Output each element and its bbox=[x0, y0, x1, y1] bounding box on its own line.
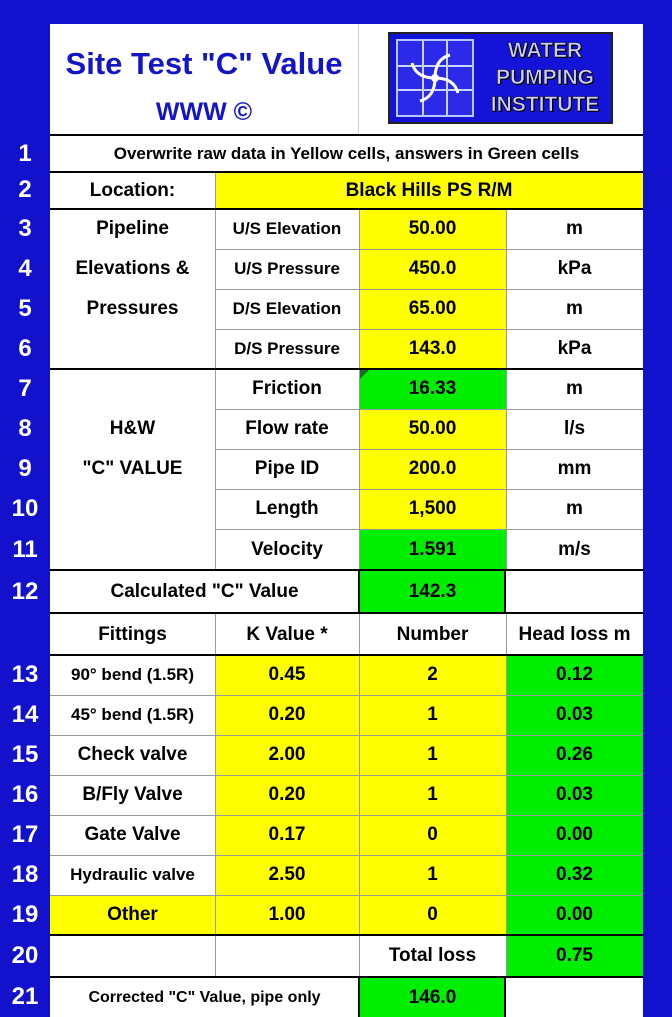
grid-line bbox=[215, 529, 643, 530]
fitting-name-input[interactable]: Other bbox=[50, 895, 215, 935]
logo-text-line: PUMPING bbox=[495, 66, 594, 89]
us-pressure-unit: kPa bbox=[557, 258, 592, 279]
fitting-loss-output[interactable]: 0.26 bbox=[506, 735, 643, 775]
fitting-k-input[interactable]: 0.20 bbox=[215, 775, 359, 815]
grid-line bbox=[215, 409, 643, 410]
calculated-c-output[interactable]: 142.3 bbox=[359, 571, 506, 612]
grid-border bbox=[50, 934, 643, 936]
row-number: 1 bbox=[18, 139, 32, 167]
grid-line bbox=[215, 289, 643, 290]
grid-border bbox=[50, 368, 643, 370]
header-divider bbox=[358, 24, 359, 135]
grid-border bbox=[50, 612, 643, 614]
hw-label: "C" VALUE bbox=[82, 458, 183, 479]
fitting-k-input[interactable]: 1.00 bbox=[215, 895, 359, 935]
location-input[interactable]: Black Hills PS R/M bbox=[215, 172, 643, 209]
length-unit: m bbox=[566, 498, 583, 519]
row-number: 17 bbox=[11, 821, 39, 848]
us-pressure-input[interactable]: 450.0 bbox=[359, 249, 506, 289]
ds-pressure-label: D/S Pressure bbox=[234, 339, 340, 358]
row-number: 20 bbox=[11, 941, 39, 969]
friction-label: Friction bbox=[252, 378, 322, 399]
fitting-number-input[interactable]: 0 bbox=[359, 815, 506, 855]
row-number: 2 bbox=[18, 176, 32, 203]
fitting-number-input[interactable]: 0 bbox=[359, 895, 506, 935]
grid-border bbox=[50, 171, 643, 173]
fitting-number-input[interactable]: 2 bbox=[359, 655, 506, 695]
grid-border bbox=[50, 569, 643, 571]
ds-elevation-label: D/S Elevation bbox=[232, 299, 342, 318]
grid-line bbox=[50, 695, 643, 696]
grid-line bbox=[50, 735, 643, 736]
friction-unit: m bbox=[566, 378, 583, 399]
us-elevation-input[interactable]: 50.00 bbox=[359, 209, 506, 249]
grid-border bbox=[358, 571, 360, 612]
us-elevation-label: U/S Elevation bbox=[232, 219, 342, 238]
instructions-text: Overwrite raw data in Yellow cells, answers in Green cells bbox=[50, 135, 643, 172]
total-loss-label: Total loss bbox=[388, 944, 477, 966]
flow-rate-label: Flow rate bbox=[245, 418, 329, 439]
pipe-id-label: Pipe ID bbox=[254, 458, 320, 479]
row-number: 8 bbox=[18, 415, 32, 442]
grid-line bbox=[215, 329, 643, 330]
row-number: 14 bbox=[11, 701, 39, 728]
fitting-loss-output[interactable]: 0.12 bbox=[506, 655, 643, 695]
grid-border bbox=[358, 977, 360, 1017]
row-number: 3 bbox=[18, 215, 32, 242]
grid-line bbox=[215, 172, 216, 570]
grid-line bbox=[215, 614, 216, 976]
row-number: 12 bbox=[11, 577, 39, 605]
fitting-loss-output[interactable]: 0.00 bbox=[506, 895, 643, 935]
fitting-number-input[interactable]: 1 bbox=[359, 775, 506, 815]
grid-line bbox=[359, 209, 360, 570]
ds-elevation-input[interactable]: 65.00 bbox=[359, 289, 506, 329]
fitting-k-input[interactable]: 2.00 bbox=[215, 735, 359, 775]
velocity-output[interactable]: 1.591 bbox=[359, 529, 506, 570]
pipe-id-input[interactable]: 200.0 bbox=[359, 449, 506, 489]
grid-line bbox=[506, 209, 507, 570]
location-label: Location: bbox=[89, 179, 176, 201]
velocity-label: Velocity bbox=[251, 538, 323, 560]
pipeline-label: Elevations & bbox=[75, 258, 190, 279]
pipe-id-unit: mm bbox=[557, 458, 592, 479]
length-input[interactable]: 1,500 bbox=[359, 489, 506, 529]
row-number: 6 bbox=[18, 335, 32, 362]
row-number: 21 bbox=[11, 983, 39, 1010]
fitting-name: Check valve bbox=[77, 744, 188, 765]
grid-border bbox=[50, 208, 643, 210]
grid-line bbox=[50, 895, 643, 896]
fitting-name: 90° bend (1.5R) bbox=[71, 665, 194, 684]
fitting-k-input[interactable]: 2.50 bbox=[215, 855, 359, 895]
fitting-name: Gate Valve bbox=[84, 824, 181, 845]
total-loss-output[interactable]: 0.75 bbox=[506, 935, 643, 976]
fitting-loss-output[interactable]: 0.32 bbox=[506, 855, 643, 895]
grid-border bbox=[50, 976, 643, 978]
fitting-number-input[interactable]: 1 bbox=[359, 855, 506, 895]
row-number: 4 bbox=[18, 255, 32, 282]
row-number: 5 bbox=[18, 295, 32, 322]
fitting-name: Hydraulic valve bbox=[70, 865, 195, 884]
fitting-name: 45° bend (1.5R) bbox=[71, 705, 194, 724]
row-number: 13 bbox=[11, 661, 39, 688]
fitting-loss-output[interactable]: 0.00 bbox=[506, 815, 643, 855]
grid-border bbox=[504, 571, 506, 612]
page-title: Site Test "C" Value bbox=[65, 46, 343, 81]
grid-line bbox=[215, 249, 643, 250]
pipeline-label: Pipeline bbox=[96, 218, 169, 239]
copyright-label: WWW © bbox=[155, 98, 253, 126]
us-pressure-label: U/S Pressure bbox=[234, 259, 340, 278]
ds-pressure-unit: kPa bbox=[557, 338, 592, 359]
us-elevation-unit: m bbox=[566, 218, 583, 239]
pipeline-label: Pressures bbox=[86, 298, 179, 319]
logo-text-line: INSTITUTE bbox=[490, 93, 600, 116]
row-number: 16 bbox=[11, 781, 39, 808]
grid-line bbox=[50, 775, 643, 776]
pump-impeller-icon bbox=[396, 39, 474, 117]
row-number: 11 bbox=[12, 535, 38, 563]
corrected-c-output[interactable]: 146.0 bbox=[359, 978, 506, 1017]
grid-line bbox=[215, 449, 643, 450]
corrected-c-label: Corrected "C" Value, pipe only bbox=[88, 988, 321, 1006]
fitting-k-input[interactable]: 0.45 bbox=[215, 655, 359, 695]
grid-line bbox=[215, 489, 643, 490]
flow-rate-input[interactable]: 50.00 bbox=[359, 409, 506, 449]
flow-rate-unit: l/s bbox=[563, 418, 586, 439]
grid-line bbox=[50, 855, 643, 856]
head-loss-header: Head loss m bbox=[518, 623, 631, 645]
fitting-k-input[interactable]: 0.17 bbox=[215, 815, 359, 855]
length-label: Length bbox=[255, 498, 319, 519]
row-number: 19 bbox=[11, 901, 39, 928]
fitting-loss-output[interactable]: 0.03 bbox=[506, 775, 643, 815]
velocity-unit: m/s bbox=[558, 538, 591, 560]
grid-line bbox=[359, 614, 360, 976]
ds-pressure-input[interactable]: 143.0 bbox=[359, 329, 506, 369]
fittings-header: Fittings bbox=[98, 623, 167, 645]
calculated-c-label: Calculated "C" Value bbox=[110, 580, 299, 602]
grid-line bbox=[50, 815, 643, 816]
logo-text-line: WATER bbox=[507, 39, 583, 62]
fitting-number-input[interactable]: 1 bbox=[359, 695, 506, 735]
row-number: 18 bbox=[11, 861, 39, 888]
fitting-loss-output[interactable]: 0.03 bbox=[506, 695, 643, 735]
grid-line bbox=[506, 614, 507, 976]
fitting-name: B/Fly Valve bbox=[82, 784, 183, 805]
water-pumping-institute-logo bbox=[388, 32, 613, 124]
hw-label: H&W bbox=[109, 418, 156, 439]
grid-border bbox=[50, 654, 643, 656]
grid-border bbox=[504, 977, 506, 1017]
number-header: Number bbox=[396, 623, 469, 645]
fitting-number-input[interactable]: 1 bbox=[359, 735, 506, 775]
row-number: 9 bbox=[18, 455, 32, 482]
row-number: 15 bbox=[11, 741, 39, 768]
row-number: 10 bbox=[11, 495, 39, 522]
grid-border bbox=[50, 134, 643, 136]
comment-indicator-icon bbox=[360, 370, 369, 379]
k-value-header: K Value * bbox=[246, 623, 328, 645]
fitting-k-input[interactable]: 0.20 bbox=[215, 695, 359, 735]
ds-elevation-unit: m bbox=[566, 298, 583, 319]
row-number: 7 bbox=[18, 375, 32, 402]
friction-output[interactable]: 16.33 bbox=[359, 369, 506, 409]
